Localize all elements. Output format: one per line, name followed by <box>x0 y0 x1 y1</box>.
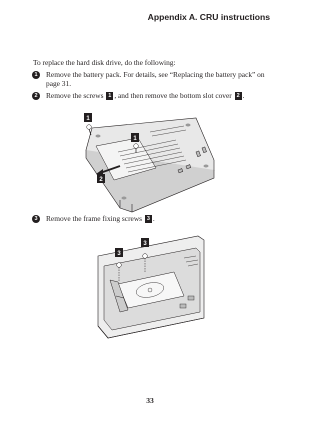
callout-label: 1 <box>86 116 90 122</box>
callout-badge: 3 <box>146 216 150 223</box>
step-text: Remove the battery pack. For details, see “Replacing the battery pack” on <box>46 70 265 79</box>
page-number: 33 <box>146 396 154 405</box>
callout-label: 1 <box>133 136 137 142</box>
step-number: 3 <box>32 215 40 223</box>
figure1-callout <box>84 113 92 122</box>
step-text-part: Remove the frame fixing screws <box>46 214 143 223</box>
figure1-callout <box>131 133 139 142</box>
step-text-part: Remove the screws <box>46 91 104 100</box>
step-text-part: . <box>152 214 155 223</box>
callout-label: 2 <box>99 177 103 183</box>
step-text-part: . <box>242 91 245 100</box>
intro-text: To replace the hard disk drive, do the following: <box>33 58 176 67</box>
laptop-bottom-illustration <box>86 118 214 212</box>
step-number: 1 <box>32 71 40 79</box>
figure2-callout <box>115 248 123 257</box>
step-number: 2 <box>32 92 40 100</box>
step-text-continued: page 31. <box>46 79 72 89</box>
figure2-callout <box>141 238 149 247</box>
step-text-part: , and then remove the bottom slot cover <box>114 91 232 100</box>
page-header: Appendix A. CRU instructions <box>147 12 270 22</box>
callout-label: 3 <box>117 251 121 257</box>
callout-badge: 2 <box>236 93 240 100</box>
figure1-callout <box>97 174 105 183</box>
callout-label: 3 <box>143 241 147 247</box>
callout-badge: 1 <box>108 93 112 100</box>
hard-disk-bay-illustration <box>98 236 204 338</box>
